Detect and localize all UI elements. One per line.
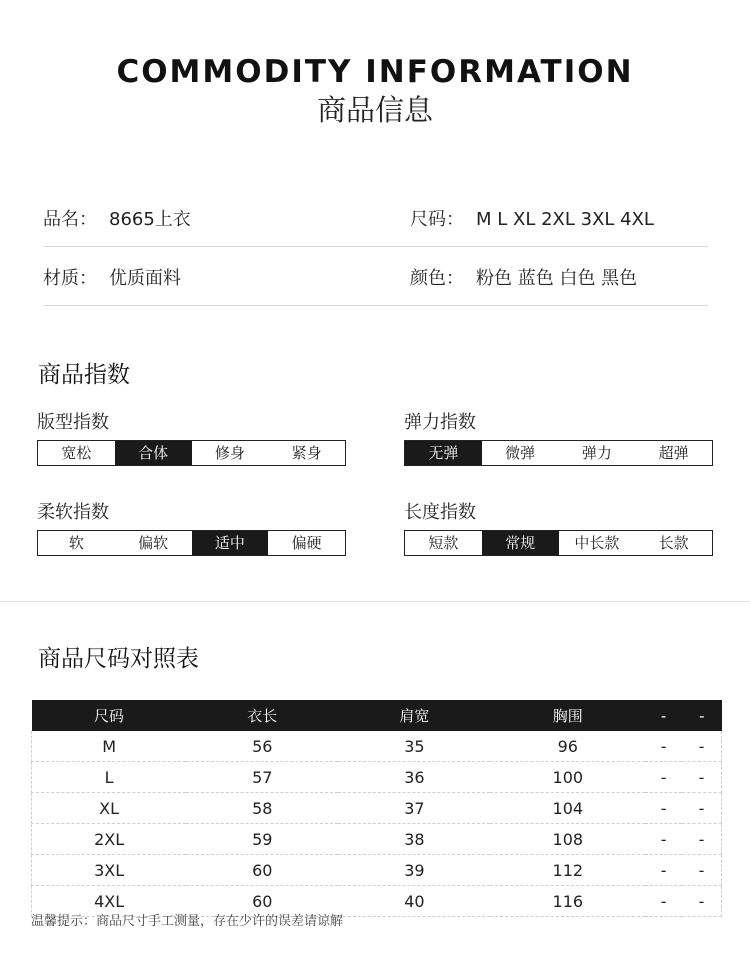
sizes-value: M L XL 2XL 3XL 4XL — [476, 209, 654, 230]
size-table-header — [32, 700, 722, 731]
size-table-title: 商品尺码对照表 — [38, 646, 199, 672]
colors-label: 颜色： — [410, 268, 464, 289]
title-english: COMMODITY INFORMATION — [116, 54, 634, 90]
table-cell: 35 — [338, 731, 490, 762]
index-option: 紧身 — [291, 444, 322, 462]
index-option: 超弹 — [658, 444, 689, 462]
size-table-body — [32, 731, 722, 917]
table-cell: - — [682, 762, 721, 793]
index-option: 合体 — [115, 441, 192, 465]
table-cell: 58 — [186, 793, 338, 824]
table-cell: 38 — [338, 824, 490, 855]
table-cell: 36 — [338, 762, 490, 793]
elastic-index-scale — [404, 440, 713, 466]
elastic-index — [404, 410, 713, 466]
elastic-index-title: 弹力指数 — [404, 412, 476, 433]
fit-index — [37, 410, 346, 466]
material-value: 优质面料 — [109, 268, 181, 289]
table-cell: M — [32, 731, 187, 762]
table-cell: 108 — [490, 824, 645, 855]
table-cell: - — [682, 793, 721, 824]
product-name — [43, 205, 191, 231]
section-divider — [0, 601, 750, 602]
table-row — [32, 793, 722, 824]
product-name-label: 品名： — [43, 209, 97, 230]
length-index-title: 长度指数 — [404, 502, 476, 523]
table-cell: 40 — [338, 886, 490, 917]
index-option: 偏软 — [138, 534, 169, 552]
index-option: 长款 — [658, 534, 689, 552]
table-row — [32, 855, 722, 886]
fit-index-title: 版型指数 — [37, 412, 109, 433]
table-cell: - — [645, 886, 682, 917]
material-label: 材质： — [43, 268, 97, 289]
table-cell: - — [645, 731, 682, 762]
index-option: 中长款 — [574, 534, 620, 552]
product-name-value: 8665上衣 — [109, 209, 191, 230]
table-row — [32, 762, 722, 793]
index-option: 弹力 — [581, 444, 612, 462]
info-row — [43, 188, 708, 247]
page-header — [0, 52, 750, 128]
table-cell: 56 — [186, 731, 338, 762]
index-option: 宽松 — [61, 444, 92, 462]
table-cell: - — [645, 793, 682, 824]
size-table-header-cell: - — [682, 700, 721, 731]
indices-title: 商品指数 — [38, 362, 130, 388]
table-cell: L — [32, 762, 187, 793]
info-row — [43, 247, 708, 306]
sizes-label: 尺码： — [410, 209, 464, 230]
table-row — [32, 731, 722, 762]
fit-index-scale — [37, 440, 346, 466]
product-sizes — [410, 205, 654, 231]
table-cell: 39 — [338, 855, 490, 886]
index-option: 常规 — [482, 531, 559, 555]
index-option: 修身 — [214, 444, 245, 462]
table-cell: - — [682, 855, 721, 886]
index-option: 适中 — [192, 531, 269, 555]
table-cell: XL — [32, 793, 187, 824]
table-cell: - — [645, 855, 682, 886]
table-cell: 100 — [490, 762, 645, 793]
table-cell: 60 — [186, 855, 338, 886]
index-option: 偏硬 — [291, 534, 322, 552]
table-row — [32, 824, 722, 855]
table-cell: - — [645, 824, 682, 855]
table-cell: 57 — [186, 762, 338, 793]
table-cell: 116 — [490, 886, 645, 917]
soft-index-title: 柔软指数 — [37, 502, 109, 523]
index-option: 短款 — [428, 534, 459, 552]
product-material — [43, 264, 181, 290]
index-option: 微弹 — [505, 444, 536, 462]
product-colors — [410, 264, 637, 290]
size-table-header-cell: 衣长 — [186, 700, 338, 731]
table-cell: - — [682, 886, 721, 917]
length-index-scale — [404, 530, 713, 556]
size-table-header-cell: 肩宽 — [338, 700, 490, 731]
product-info-table — [43, 188, 708, 306]
soft-index-scale — [37, 530, 346, 556]
table-cell: 59 — [186, 824, 338, 855]
index-option: 无弹 — [405, 441, 482, 465]
table-cell: 37 — [338, 793, 490, 824]
table-cell: 104 — [490, 793, 645, 824]
size-table-header-cell: 尺码 — [32, 700, 187, 731]
table-cell: - — [645, 762, 682, 793]
measurement-note: 温馨提示：商品尺寸手工测量，存在少许的误差请谅解 — [31, 914, 344, 929]
table-cell: 2XL — [32, 824, 187, 855]
table-cell: 96 — [490, 731, 645, 762]
colors-value: 粉色 蓝色 白色 黑色 — [476, 268, 638, 289]
table-cell: - — [682, 731, 721, 762]
size-table-header-cell: - — [645, 700, 682, 731]
table-cell: 3XL — [32, 855, 187, 886]
size-table-header-cell: 胸围 — [490, 700, 645, 731]
length-index — [404, 500, 713, 556]
soft-index — [37, 500, 346, 556]
index-option: 软 — [68, 534, 84, 552]
table-cell: 60 — [186, 886, 338, 917]
size-table — [31, 700, 722, 917]
table-cell: - — [682, 824, 721, 855]
table-cell: 112 — [490, 855, 645, 886]
table-cell: 4XL — [32, 886, 187, 917]
title-chinese: 商品信息 — [316, 93, 433, 127]
